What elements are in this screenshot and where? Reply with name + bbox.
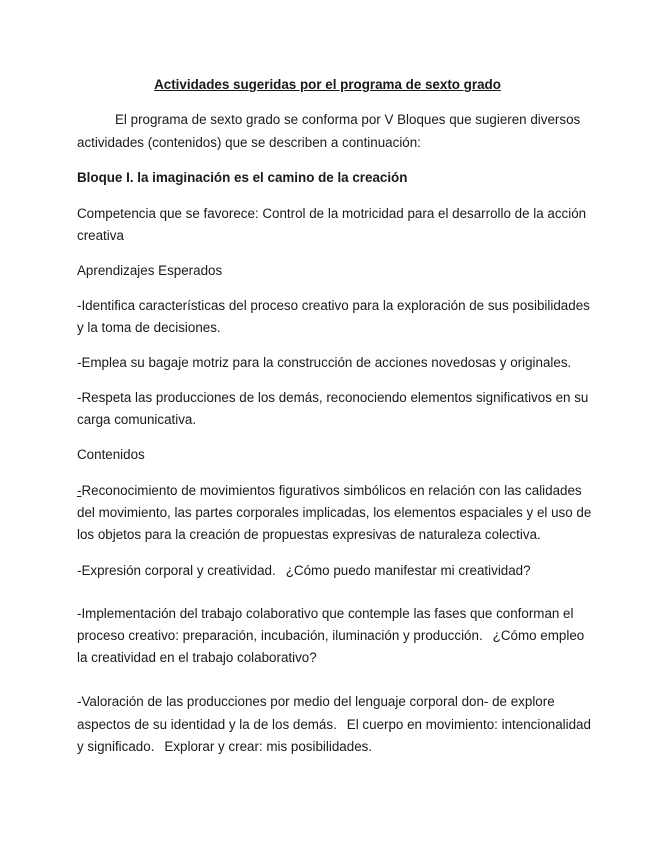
- contenidos-heading: Contenidos: [77, 447, 145, 462]
- contenido-2-line-1: [77, 560, 531, 582]
- aprendizaje-3-line-1: -Respeta las producciones de los demás, reconociendo elementos significativos en su: [77, 390, 589, 405]
- contenido-3-line-2: [77, 625, 584, 647]
- aprendizaje-1-line-2: y la toma de decisiones.: [77, 320, 221, 335]
- aprendizaje-1-line-1: -Identifica características del proceso creativo para la exploración de sus posibilidades: [77, 298, 590, 313]
- aprendizaje-2-line-1: -Emplea su bagaje motriz para la construcción de acciones novedosas y originales.: [77, 355, 572, 370]
- contenido-4-line-2: [77, 714, 591, 736]
- contenido-4-line-3-part-1: y significado.: [77, 739, 155, 754]
- contenido-4-line-2-part-2: El cuerpo en movimiento: intencionalidad: [346, 717, 591, 732]
- contenido-3-line-2-part-2: ¿Cómo empleo: [492, 628, 585, 643]
- bloque-heading: Bloque I. la imaginación es el camino de la creación: [77, 170, 408, 185]
- aprendizajes-heading: Aprendizajes Esperados: [77, 263, 223, 278]
- contenido-3-line-2-part-1: proceso creativo: preparación, incubación, iluminación y producción.: [77, 628, 483, 643]
- contenido-4-line-2-part-1: aspectos de su identidad y la de los demás.: [77, 717, 337, 732]
- contenido-3-line-1: -Implementación del trabajo colaborativo que contemple las fases que conforman el: [77, 606, 574, 621]
- page-title: Actividades sugeridas por el programa de sexto grado: [154, 77, 501, 92]
- contenido-1-line-1-text: Reconocimiento de movimientos figurativos simbólicos en relación con las calidades: [81, 483, 582, 498]
- contenido-1-line-3: los objetos para la creación de propuestas expresivas de naturaleza colectiva.: [77, 527, 541, 542]
- contenido-2-part-2: ¿Cómo puedo manifestar mi creatividad?: [285, 563, 531, 578]
- contenido-4-line-1: -Valoración de las producciones por medio del lenguaje corporal don- de explore: [77, 694, 555, 709]
- contenido-2-part-1: -Expresión corporal y creatividad.: [77, 563, 276, 578]
- contenido-1-line-1: [77, 480, 582, 502]
- competencia-line-1: Competencia que se favorece: Control de la motricidad para el desarrollo de la acción: [77, 206, 587, 221]
- contenido-4-line-3: [77, 736, 372, 758]
- contenido-1-dash: -: [77, 483, 82, 498]
- contenido-1-line-2: del movimiento, las partes corporales implicadas, los elementos espaciales y el uso de: [77, 505, 592, 520]
- intro-line-2: actividades (contenidos) que se describen a continuación:: [77, 135, 421, 150]
- intro-line-1: El programa de sexto grado se conforma por V Bloques que sugieren diversos: [115, 112, 581, 127]
- competencia-line-2: creativa: [77, 228, 124, 243]
- contenido-4-line-3-part-2: Explorar y crear: mis posibilidades.: [164, 739, 373, 754]
- contenido-3-line-3: la creatividad en el trabajo colaborativo?: [77, 650, 317, 665]
- aprendizaje-3-line-2: carga comunicativa.: [77, 412, 197, 427]
